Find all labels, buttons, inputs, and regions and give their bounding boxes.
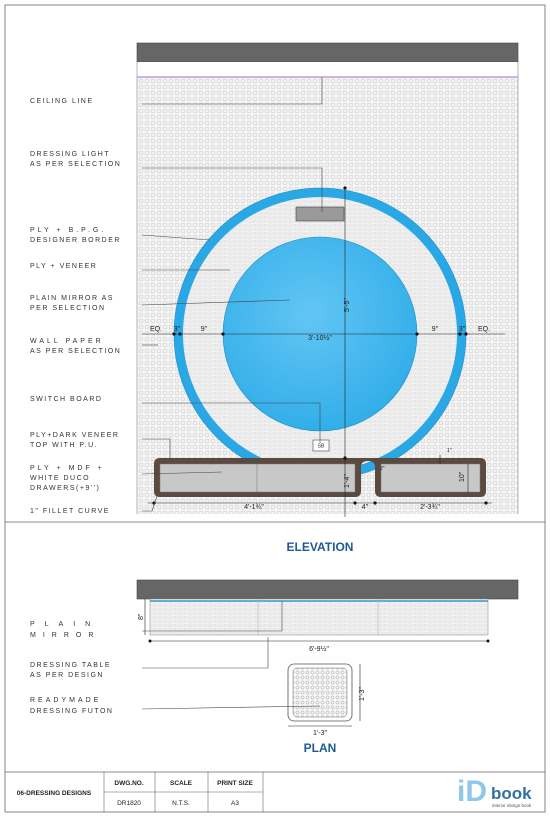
- elevation-view: [30, 43, 518, 554]
- plan-view: [30, 580, 518, 755]
- label-fillet: 1" FILLET CURVE: [30, 508, 110, 515]
- label-ceiling-line: CEILING LINE: [30, 98, 94, 105]
- dim-ring-left: 9": [200, 326, 208, 333]
- label-ply-bpg-1: PLY + B.P.G.: [30, 227, 107, 234]
- elevation-title: ELEVATION: [286, 540, 354, 554]
- dim-drawer-left: 4'-1¾": [244, 504, 264, 511]
- plan-dim-depth: 8": [138, 613, 145, 620]
- dim-border-left: 3": [173, 326, 181, 333]
- plan-dim-length: 6'-9½": [309, 646, 329, 653]
- logo-word: book: [491, 784, 532, 803]
- label-mdf-1: PLY + MDF +: [30, 465, 105, 472]
- label-plan-plain: PLAIN: [30, 621, 101, 628]
- ceiling-bar: [137, 43, 518, 62]
- label-dressing-light-1: DRESSING LIGHT: [30, 151, 111, 158]
- label-plain-mirror-1: PLAIN MIRROR AS: [30, 295, 114, 302]
- scale-label: SCALE: [169, 780, 193, 787]
- dim-eq-left: EQ.: [150, 326, 163, 333]
- drawing-name: 06-DRESSING DESIGNS: [16, 790, 92, 797]
- dim-eq-right: EQ.: [478, 326, 491, 333]
- dwg-no-value: DR1820: [117, 800, 141, 807]
- label-plan-futon-2: DRESSING FUTON: [30, 708, 114, 715]
- plan-wall: [137, 580, 518, 599]
- dwg-no-label: DWG.NO.: [114, 780, 144, 787]
- dressing-light: [296, 207, 344, 221]
- label-plan-table-2: AS PER DESIGN: [30, 672, 104, 679]
- dim-mirror-diameter: 3'-10½": [308, 335, 332, 342]
- ceiling-gap: [137, 62, 518, 77]
- plan-dressing-table: [150, 599, 488, 635]
- dressing-futon: [293, 668, 347, 717]
- label-wall-paper-1: WALL PAPER: [30, 338, 104, 345]
- dim-ring-right: 9": [431, 326, 439, 333]
- print-size-label: PRINT SIZE: [217, 780, 253, 787]
- label-ply-veneer: PLY + VENEER: [30, 263, 98, 270]
- label-mdf-3: DRAWERS(+9''): [30, 485, 101, 492]
- label-plain-mirror-2: PER SELECTION: [30, 305, 106, 312]
- plan-tick-left: [149, 640, 152, 643]
- label-plan-mirror: MIRROR: [30, 632, 101, 639]
- scale-value: N.T.S.: [172, 800, 190, 807]
- label-ply-bpg-2: DESIGNER BORDER: [30, 237, 121, 244]
- leader-plan-table: [142, 637, 268, 668]
- plan-tick-right: [487, 640, 490, 643]
- dim-drawer-right: 2'-3¾": [420, 504, 440, 511]
- label-wall-paper-2: AS PER SELECTION: [30, 348, 122, 355]
- label-plan-table-1: DRESSING TABLE: [30, 662, 112, 669]
- dim-top-thickness: 1": [447, 448, 452, 454]
- logo-prefix: iD: [457, 775, 487, 808]
- futon-dim-width: 1'-3": [313, 730, 327, 737]
- label-switch-board: SWITCH BOARD: [30, 396, 103, 403]
- title-block: [5, 772, 545, 812]
- drawer-left: [160, 464, 355, 492]
- plan-title: PLAN: [303, 741, 337, 755]
- dim-drawer-height: 10": [459, 471, 466, 482]
- idbook-logo: [457, 775, 532, 808]
- label-plan-futon-1: READYMADE: [30, 697, 102, 704]
- label-dark-veneer-1: PLY+DARK VENEER: [30, 432, 120, 439]
- logo-tagline: interior design book: [492, 803, 532, 808]
- dim-border-right: 3": [458, 326, 466, 333]
- label-dressing-light-2: AS PER SELECTION: [30, 161, 122, 168]
- dim-gap: 4": [361, 504, 369, 511]
- dim-height: 5'-5": [344, 298, 351, 312]
- label-dark-veneer-2: TOP WITH P.U.: [30, 442, 99, 449]
- dim-table-height: 1'-4": [344, 474, 351, 488]
- dim-radius: 2": [380, 466, 385, 472]
- print-size-value: A3: [231, 800, 239, 807]
- label-mdf-2: WHITE DUCO: [30, 475, 91, 482]
- switch-board-label: SB: [317, 443, 325, 450]
- futon-dim-depth: 1'-3": [359, 687, 366, 701]
